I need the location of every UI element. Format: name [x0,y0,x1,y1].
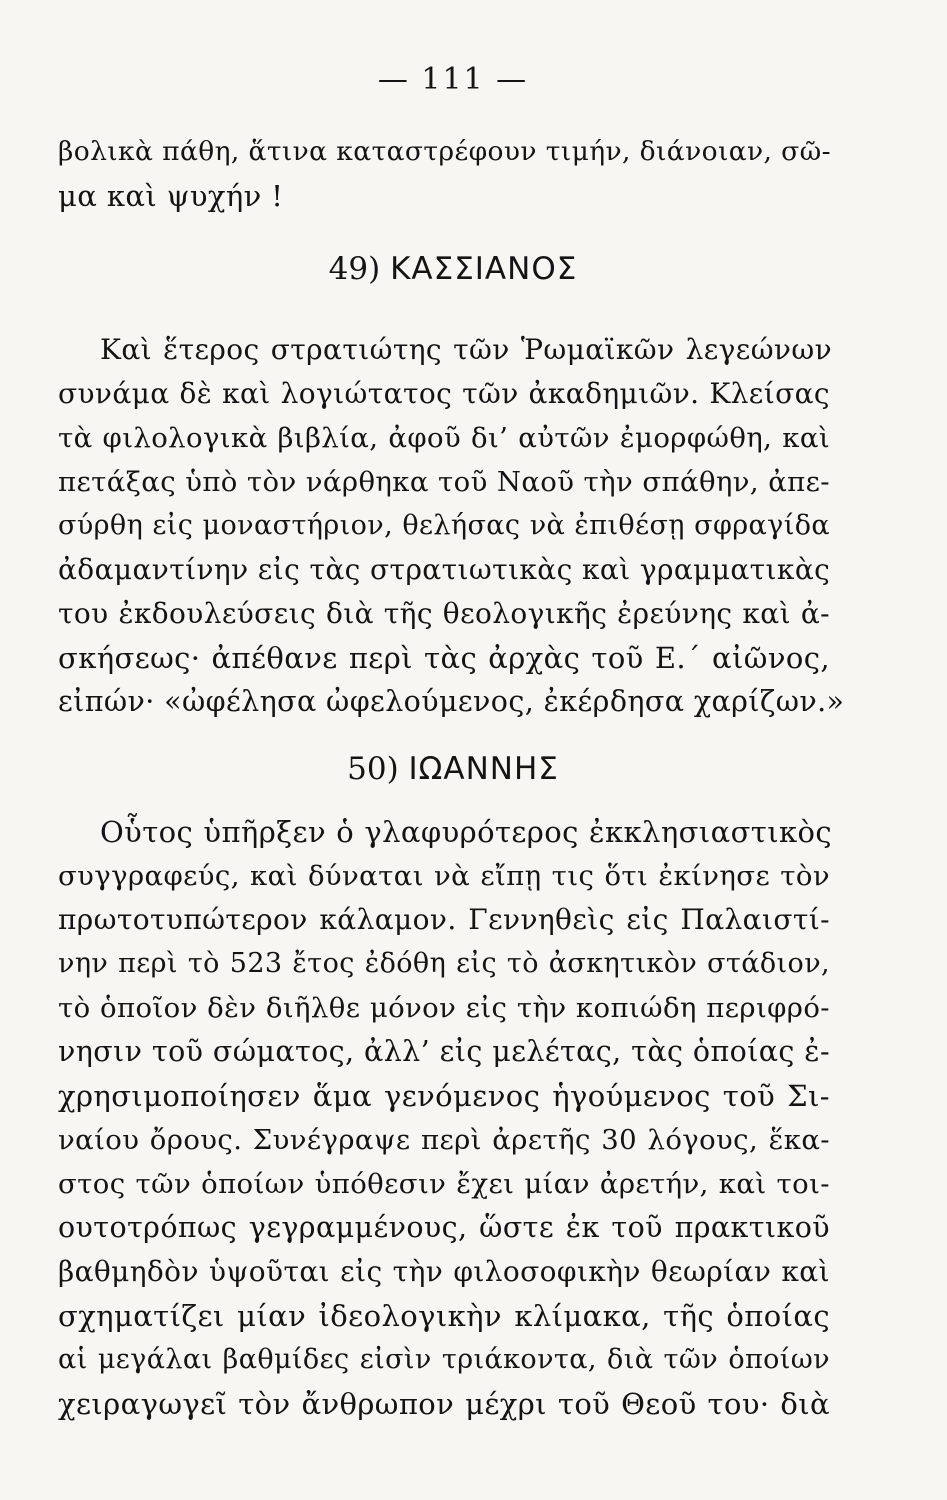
text-line: πετάξας ὑπὸ τὸν νάρθηκα τοῦ Ναοῦ τὴν σπάθην, ἀπε- [58,466,830,498]
text-line: Καὶ ἕτερος στρατιώτης τῶν Ῥωμαϊκῶν λεγεώνων [100,333,832,366]
text-line: χειραγωγεῖ τὸν ἄνθρωπον μέχρι τοῦ Θεοῦ του· διὰ [58,1387,830,1421]
text-line: του ἐκδουλεύσεις διὰ τῆς θεολογικῆς ἐρεύνης καὶ ἀ- [58,597,830,630]
page-number: — 111 — [377,62,529,97]
text-line: βαθμηδὸν ὑψοῦται εἰς τὴν φιλοσοφικὴν θεωρίαν καὶ [58,1255,830,1288]
book-page [58,0,848,1500]
section-number: 49) [328,251,381,287]
section-heading [58,248,848,290]
section-heading [58,748,848,790]
text-line: στος τῶν ὁποίων ὑπόθεσιν ἔχει μίαν ἀρετήν, καὶ τοι- [58,1168,830,1200]
text-line: σύρθη εἰς μοναστήριον, θελήσας νὰ ἐπιθέσῃ σφραγίδα [58,510,830,541]
section-number: 50) [347,751,399,787]
text-line: σκήσεως· ἀπέθανε περὶ τὰς ἀρχὰς τοῦ Ε.΄ αἰῶνος, [58,641,830,675]
text-line: βολικὰ πάθη, ἅτινα καταστρέφουν τιμήν, διάνοιαν, σῶ- [58,136,832,167]
text-line: τὸ ὁποῖον δὲν διῆλθε μόνον εἰς τὴν κοπιώδη περιφρό- [58,992,830,1024]
text-line: συνάμα δὲ καὶ λογιώτατος τῶν ἀκαδημιῶν. Κλείσας [58,377,830,410]
text-line: σχηματίζει μίαν ἰδεολογικὴν κλίμακα, τῆς ὁποίας [58,1299,830,1333]
text-line: εἰπών· «ὠφέλησα ὠφελούμενος, ἐκέρδησα χαρίζων.» [58,685,845,718]
text-line: αἱ μεγάλαι βαθμίδες εἰσὶν τριάκοντα, διὰ τῶν ὁποίων [58,1344,830,1375]
text-line: χρησιμοποίησεν ἅμα γενόμενος ἡγούμενος τοῦ Σι- [58,1079,830,1113]
text-line: νην περὶ τὸ 523 ἔτος ἐδόθη εἰς τὸ ἀσκητικὸν στάδιον, [58,948,830,979]
text-line: συγγραφεύς, καὶ δύναται νὰ εἴπῃ τις ὅτι ἐκίνησε τὸν [58,860,830,892]
text-line: πρωτοτυπώτερον κάλαμον. Γεννηθεὶς εἰς Παλαιστί- [58,903,830,936]
text-line: τὰ φιλολογικὰ βιβλία, ἀφοῦ δι’ αὐτῶν ἐμορφώθη, καὶ [58,422,830,454]
text-line: μα καὶ ψυχήν ! [58,179,284,213]
section-title: ΙΩΑΝΝΗΣ [408,751,559,787]
text-line: ουτοτρόπως γεγραμμένους, ὥστε ἐκ τοῦ πρακτικοῦ [58,1211,830,1244]
text-line: νησιν τοῦ σώματος, ἀλλ’ εἰς μελέτας, τὰς ὁποίας ἐ- [58,1035,830,1068]
text-line: Οὗτος ὑπῆρξεν ὁ γλαφυρότερος ἐκκλησιαστικὸς [100,815,832,849]
text-line: ναίου ὄρους. Συνέγραψε περὶ ἀρετῆς 30 λόγους, ἕκα- [58,1124,830,1156]
text-line: ἀδαμαντίνην εἰς τὰς στρατιωτικὰς καὶ γραμματικὰς [58,553,831,586]
section-title: ΚΑΣΣΙΑΝΟΣ [390,251,578,287]
